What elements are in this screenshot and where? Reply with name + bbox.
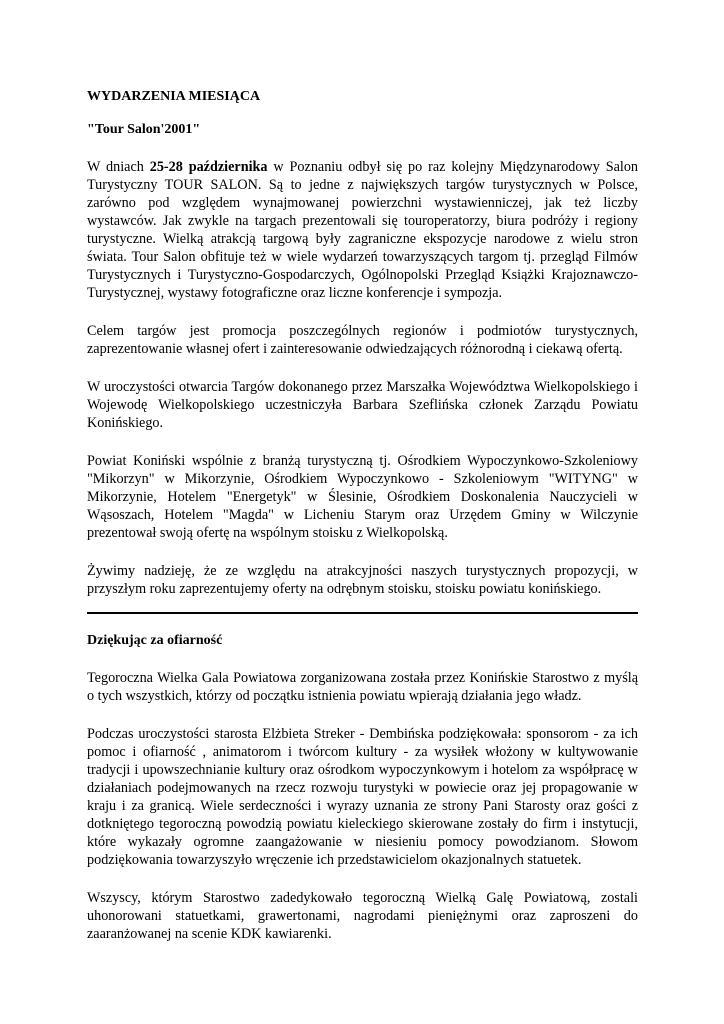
paragraph-gala-awards: Wszyscy, którym Starostwo zadedykowało tegoroczną Wielką Galę Powiatową, zostali uhonorowani statuetkami, grawertonami, nagrodami pieniężnymi oraz zaproszeni do zaaranżowanej na scenie KDK kawiarenki.	[87, 890, 638, 942]
intro-text-rest: w Poznaniu odbył się po raz kolejny Międzynarodowy Salon Turystyczny TOUR SALON. Są to jedne z największych targów turystycznych w Polsce, zarówno pod względem wynajmowanej powierzchni wystawienniczej, jak też liczby wystawców. Jak zwykle na targach prezentowali się touroperatorzy, biura podróży i regiony turystyczne. Wielką atrakcją targową były zagraniczne ekspozycje narodowe z wielu stron świata. Tour Salon obfituje też w wiele wydarzeń towarzyszących targom tj. przegląd Filmów Turystycznych i Turystyczno-Gospodarczych, Ogólnopolski Przegląd Książki Krajoznawczo-Turystycznej, wystawy fotograficzne oraz liczne konferencje i sympozja.	[87, 159, 639, 301]
paragraph-future-hope: Żywimy nadzieję, że ze względu na atrakcyjności naszych turystycznych propozycji, w przyszłym roku zaprezentujemy oferty na odrębnym stoisku, stoisku powiatu konińskiego.	[87, 563, 638, 597]
section-heading: WYDARZENIA MIESIĄCA	[87, 89, 261, 104]
paragraph-joint-stand: Powiat Koniński wspólnie z branżą turystyczną tj. Ośrodkiem Wypoczynkowo-Szkoleniowy "Mikorzyn" w Mikorzynie, Ośrodkiem Wypoczynkowo - Szkoleniowym "WITYNG" w Mikorzynie, Hotelem "Energetyk" w Ślesinie, Ośrodkiem Doskonalenia Nauczycieli w Wąsoszach, Hotelem "Magda" w Licheniu Starym oraz Urzędem Gminy w Wilczynie prezentował swoją ofertę na wspólnym stoisku z Wielkopolską.	[87, 453, 638, 541]
paragraph-fair-purpose: Celem targów jest promocja poszczególnych regionów i podmiotów turystycznych, zaprezentowanie własnej ofert i zainteresowanie odwiedzających różnorodną i ciekawą ofertą.	[87, 323, 638, 357]
paragraph-gala-thanks: Podczas uroczystości starosta Elżbieta Streker - Dembińska podziękowała: sponsorom - za ich pomoc i ofiarność , animatorom i twórcom kultury - za wysiłek włożony w kultywowanie tradycji i upowszechnianie kultury oraz ośrodkom wypoczynkowym i hotelom za współpracę w działaniach podejmowanych na rzecz rozwoju turystyki w powiecie oraz jej propagowanie w kraju i za granicą. Wiele serdeczności i wyrazy uznania ze strony Pani Starosty oraz gości z dotkniętego tegoroczną powodzią powiatu kieleckiego skierowane zostały do firm i instytucji, które wykazały ogromne zaangażowanie w niesieniu pomocy powodzianom. Słowom podziękowania towarzyszyło wręczenie ich przedstawicielom okazjonalnych statuetek.	[87, 726, 638, 868]
document-page	[87, 88, 638, 943]
event-title: "Tour Salon'2001"	[87, 122, 201, 137]
section-title-gala: Dziękując za ofiarność	[87, 633, 223, 648]
paragraph-tour-salon-intro	[87, 158, 638, 302]
section-divider	[87, 612, 638, 614]
intro-text-start: W dniach	[87, 159, 150, 175]
paragraph-gala-intro: Tegoroczna Wielka Gala Powiatowa zorganizowana została przez Konińskie Starostwo z myślą o tych wszystkich, którzy od początku istnienia powiatu wpierają działania jego władz.	[87, 670, 638, 704]
event-dates: 25-28 października	[149, 159, 268, 175]
paragraph-opening-ceremony: W uroczystości otwarcia Targów dokonanego przez Marszałka Województwa Wielkopolskiego i Wojewodę Wielkopolskiego uczestniczyła Barbara Szeflińska członek Zarządu Powiatu Konińskiego.	[87, 379, 638, 431]
